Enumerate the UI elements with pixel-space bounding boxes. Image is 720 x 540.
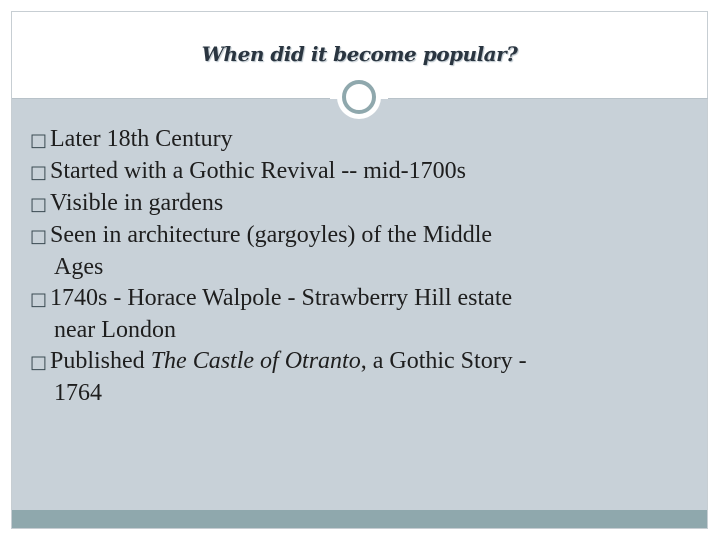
title-divider-right [388, 98, 708, 99]
bullet-text: Visible in gardens [50, 190, 224, 216]
bullet-item [30, 220, 580, 252]
bullet-marker-icon: □ [30, 226, 48, 247]
title-divider-left [12, 98, 330, 99]
bullet-text: 1740s - Horace Walpole - Strawberry Hill estate [50, 285, 513, 311]
book-title: The Castle of Otranto [150, 348, 361, 374]
bullet-item [30, 283, 580, 315]
bullet-item [30, 156, 580, 188]
bullet-text-before: Published [50, 348, 151, 374]
bullet-text [50, 346, 580, 377]
bullet-text: Later 18th Century [50, 126, 233, 152]
bullet-text-after: , a Gothic Story - [360, 348, 527, 374]
bullet-marker-icon: □ [30, 130, 48, 151]
bullet-text: Started with a Gothic Revival -- mid-1700s [50, 158, 466, 184]
bullet-item [30, 188, 580, 220]
bullet-continuation: Ages [54, 254, 104, 280]
bullet-list [30, 124, 580, 409]
bullet-item [30, 346, 580, 378]
bullet-marker-icon: □ [30, 352, 48, 373]
bullet-continuation: near London [54, 317, 176, 343]
slide-title: When did it become popular? [201, 42, 518, 66]
bullet-item [30, 124, 580, 156]
divider-ornament-circle [342, 80, 376, 114]
bullet-continuation: 1764 [54, 380, 102, 406]
bullet-text: Seen in architecture (gargoyles) of the Middle [50, 222, 493, 248]
bullet-marker-icon: □ [30, 194, 48, 215]
bullet-marker-icon: □ [30, 162, 48, 183]
bottom-accent-bar [12, 510, 707, 528]
bullet-marker-icon: □ [30, 289, 48, 310]
